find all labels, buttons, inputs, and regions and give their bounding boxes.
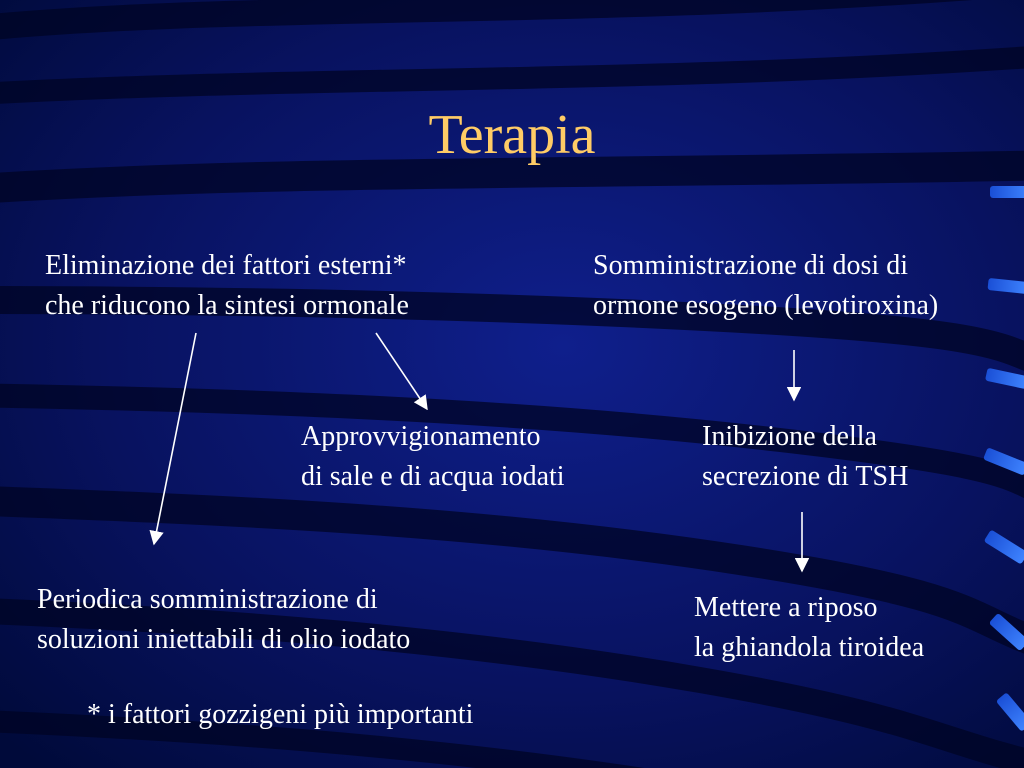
tsh-inhibition-text xyxy=(702,417,908,497)
iodine-supply-line1: Approvvigionamento xyxy=(301,421,541,452)
right-branch-line2: ormone esogeno (levotiroxina) xyxy=(593,290,939,321)
rest-thyroid-line2: la ghiandola tiroidea xyxy=(694,632,925,663)
left-branch-text xyxy=(45,246,409,326)
iodized-oil-line2: soluzioni iniettabili di olio iodato xyxy=(37,624,411,655)
left-branch-line2: che riducono la sintesi ormonale xyxy=(45,290,409,321)
tsh-inhibition-line2: secrezione di TSH xyxy=(702,461,909,492)
slide-title: Terapia xyxy=(428,104,596,166)
iodized-oil-line1: Periodica somministrazione di xyxy=(37,584,378,615)
tsh-inhibition-line1: Inibizione della xyxy=(702,421,877,452)
rest-thyroid-text xyxy=(694,588,924,668)
rest-thyroid-line1: Mettere a riposo xyxy=(694,592,878,623)
iodized-oil-text xyxy=(37,580,410,660)
footnote: * i fattori gozzigeni più importanti xyxy=(87,699,474,730)
iodine-supply-line2: di sale e di acqua iodati xyxy=(301,461,565,492)
right-branch-line1: Somministrazione di dosi di xyxy=(593,250,908,281)
iodine-supply-text xyxy=(301,417,565,497)
left-branch-line1: Eliminazione dei fattori esterni* xyxy=(45,250,407,281)
right-branch-text xyxy=(593,246,938,326)
